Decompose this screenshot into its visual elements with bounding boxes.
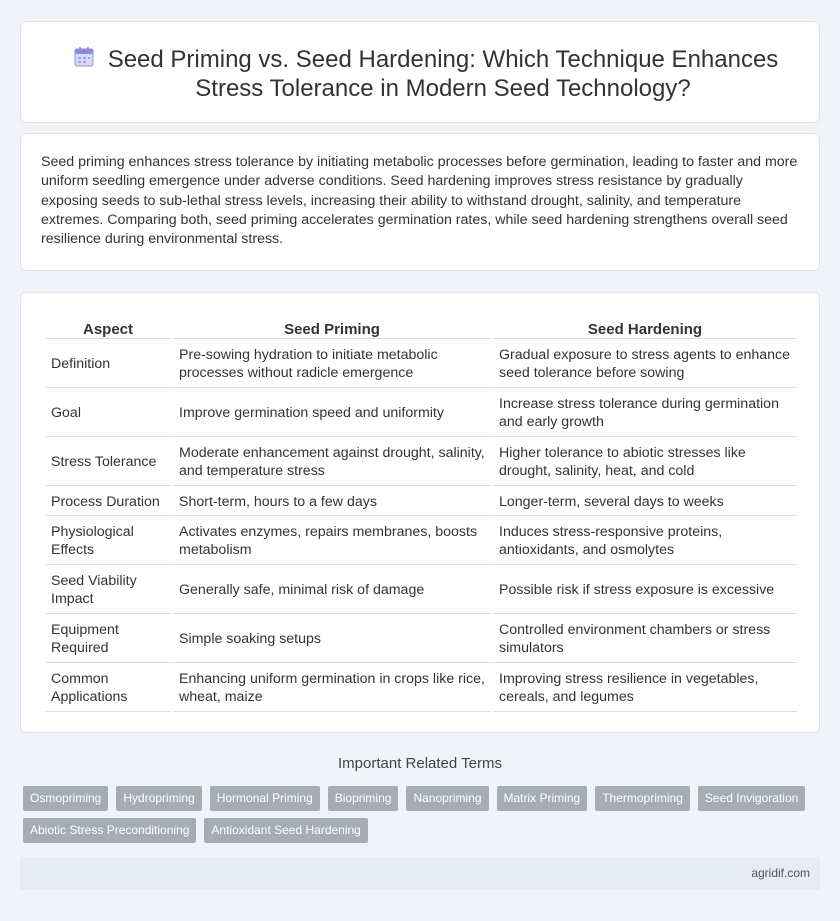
table-cell: Longer-term, several days to weeks (493, 488, 797, 516)
table-cell: Improving stress resilience in vegetables, cereals, and legumes (493, 665, 797, 712)
table-cell: Controlled environment chambers or stress simulators (493, 616, 797, 663)
table-cell: Definition (45, 341, 171, 388)
header-seed-hardening: Seed Hardening (493, 317, 797, 339)
header-seed-priming: Seed Priming (173, 317, 491, 339)
footer-site-link[interactable]: agridif.com (751, 866, 810, 880)
table-cell: Process Duration (45, 488, 171, 516)
table-cell: Improve germination speed and uniformity (173, 390, 491, 437)
table-row (45, 439, 797, 486)
comparison-table (43, 315, 799, 714)
table-cell: Goal (45, 390, 171, 437)
intro-paragraph: Seed priming enhances stress tolerance by initiating metabolic processes before germination, leading to faster and more uniform seedling emergence under adverse conditions. Seed hardening improves stress resistance by gradually exposing seeds to sub-lethal stress levels, increasing their ability to withstand drought, salinity, and temperature extremes. Comparing both, seed priming accelerates germination rates, while seed hardening strengthens overall seed resilience during environmental stress. (41, 154, 798, 248)
table-cell: Induces stress-responsive proteins, antioxidants, and osmolytes (493, 518, 797, 565)
table-header-row (45, 317, 797, 339)
title-card (20, 21, 820, 123)
table-cell: Simple soaking setups (173, 616, 491, 663)
table-cell: Pre-sowing hydration to initiate metabolic processes without radicle emergence (173, 341, 491, 388)
comparison-card (20, 292, 820, 733)
related-term-tag[interactable]: Hydropriming (116, 786, 201, 811)
related-term-tag[interactable]: Nanopriming (406, 786, 488, 811)
table-cell: Equipment Required (45, 616, 171, 663)
table-cell: Higher tolerance to abiotic stresses like drought, salinity, heat, and cold (493, 439, 797, 486)
table-cell: Generally safe, minimal risk of damage (173, 567, 491, 614)
footer (20, 857, 820, 890)
related-term-tag[interactable]: Matrix Priming (497, 786, 588, 811)
table-cell: Moderate enhancement against drought, salinity, and temperature stress (173, 439, 491, 486)
related-term-tag[interactable]: Abiotic Stress Preconditioning (23, 818, 196, 843)
table-cell: Seed Viability Impact (45, 567, 171, 614)
table-cell: Enhancing uniform germination in crops like rice, wheat, maize (173, 665, 491, 712)
table-cell: Increase stress tolerance during germination and early growth (493, 390, 797, 437)
table-row (45, 390, 797, 437)
header-aspect: Aspect (45, 317, 171, 339)
related-term-tag[interactable]: Thermopriming (595, 786, 690, 811)
related-term-tag[interactable]: Seed Invigoration (698, 786, 805, 811)
page-title: Seed Priming vs. Seed Hardening: Which Technique Enhances Stress Tolerance in Modern Seed Technology? (107, 46, 779, 102)
table-cell: Activates enzymes, repairs membranes, boosts metabolism (173, 518, 491, 565)
table-cell: Possible risk if stress exposure is excessive (493, 567, 797, 614)
related-terms-list (23, 786, 823, 843)
table-row (45, 488, 797, 516)
related-term-tag[interactable]: Antioxidant Seed Hardening (204, 818, 367, 843)
intro-card (20, 133, 820, 271)
table-cell: Physiological Effects (45, 518, 171, 565)
table-row (45, 616, 797, 663)
table-row (45, 567, 797, 614)
table-cell: Short-term, hours to a few days (173, 488, 491, 516)
related-term-tag[interactable]: Hormonal Priming (210, 786, 320, 811)
table-row (45, 665, 797, 712)
related-term-tag[interactable]: Osmopriming (23, 786, 108, 811)
related-term-tag[interactable]: Biopriming (328, 786, 399, 811)
table-row (45, 518, 797, 565)
table-cell: Stress Tolerance (45, 439, 171, 486)
related-terms-heading: Important Related Terms (338, 755, 502, 772)
table-cell: Common Applications (45, 665, 171, 712)
table-cell: Gradual exposure to stress agents to enhance seed tolerance before sowing (493, 341, 797, 388)
table-row (45, 341, 797, 388)
